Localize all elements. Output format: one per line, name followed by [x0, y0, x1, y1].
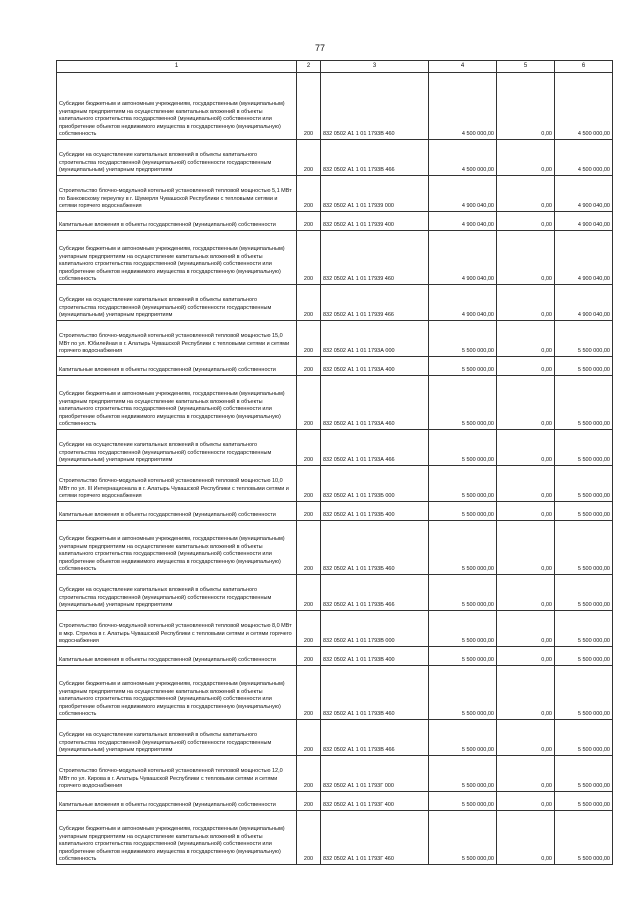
- code-200: 200: [297, 466, 321, 502]
- table-row: [57, 811, 613, 865]
- amount-change: 0,00: [497, 611, 555, 647]
- item-description: Строительство блочно-модульной котельной установленной тепловой мощностью 12,0 МВт по ул. Кирова в г. Алатырь Чувашской Республики с тепловыми сетями и сетями горячего водоснабжения: [57, 756, 297, 792]
- column-header: 5: [497, 61, 555, 73]
- code-200: 200: [297, 231, 321, 285]
- amount-approved: 4 900 040,00: [429, 285, 497, 321]
- table-row: [57, 647, 613, 666]
- item-description: Строительство блочно-модульной котельной установленной тепловой мощностью 8,0 МВт в мкр. Стрелка в г. Алатырь Чувашской Республики с тепловыми сетями и сетями горячего водоснабжения: [57, 611, 297, 647]
- amount-change: 0,00: [497, 430, 555, 466]
- amount-approved: 5 500 000,00: [429, 611, 497, 647]
- code-200: 200: [297, 73, 321, 140]
- item-description: Субсидии бюджетным и автономным учреждениям, государственным (муниципальным) унитарным предприятиям на осуществление капитальных вложений в объекты капитального строительства государственной (муниципальной) собственности или приобретение объектов недвижимого имущества в государственную (муниципальную) собственность: [57, 231, 297, 285]
- amount-change: 0,00: [497, 466, 555, 502]
- item-description: Капитальные вложения в объекты государственной (муниципальной) собственности: [57, 647, 297, 666]
- budget-classification-code: 832 0502 А1 1 01 17939 000: [321, 176, 429, 212]
- code-200: 200: [297, 521, 321, 575]
- code-200: 200: [297, 140, 321, 176]
- item-description: Субсидии на осуществление капитальных вложений в объекты капитального строительства государственной (муниципальной) собственности государственным (муниципальным) унитарным предприятиям: [57, 430, 297, 466]
- amount-total: 5 500 000,00: [555, 430, 613, 466]
- amount-approved: 5 500 000,00: [429, 720, 497, 756]
- amount-total: 5 500 000,00: [555, 792, 613, 811]
- amount-approved: 5 500 000,00: [429, 756, 497, 792]
- amount-total: 4 900 040,00: [555, 176, 613, 212]
- item-description: Капитальные вложения в объекты государственной (муниципальной) собственности: [57, 212, 297, 231]
- table-row: [57, 666, 613, 720]
- item-description: Субсидии бюджетным и автономным учреждениям, государственным (муниципальным) унитарным предприятиям на осуществление капитальных вложений в объекты капитального строительства государственной (муниципальной) собственности или приобретение объектов недвижимого имущества в государственную (муниципальную) собственность: [57, 73, 297, 140]
- column-header: 2: [297, 61, 321, 73]
- code-200: 200: [297, 176, 321, 212]
- amount-change: 0,00: [497, 321, 555, 357]
- amount-change: 0,00: [497, 231, 555, 285]
- code-200: 200: [297, 720, 321, 756]
- code-200: 200: [297, 666, 321, 720]
- amount-change: 0,00: [497, 647, 555, 666]
- item-description: Капитальные вложения в объекты государственной (муниципальной) собственности: [57, 502, 297, 521]
- item-description: Строительство блочно-модульной котельной установленной тепловой мощностью 5,1 МВт по Банковскому переулку в г. Шумерля Чувашской Республики с тепловыми сетями и сетями горячего водоснабжения: [57, 176, 297, 212]
- code-200: 200: [297, 575, 321, 611]
- amount-approved: 5 500 000,00: [429, 430, 497, 466]
- amount-approved: 4 500 000,00: [429, 140, 497, 176]
- item-description: Субсидии бюджетным и автономным учреждениям, государственным (муниципальным) унитарным предприятиям на осуществление капитальных вложений в объекты капитального строительства государственной (муниципальной) собственности или приобретение объектов недвижимого имущества в государственную (муниципальную) собственность: [57, 521, 297, 575]
- amount-total: 4 900 040,00: [555, 285, 613, 321]
- amount-total: 5 500 000,00: [555, 321, 613, 357]
- amount-approved: 5 500 000,00: [429, 792, 497, 811]
- amount-change: 0,00: [497, 73, 555, 140]
- amount-total: 5 500 000,00: [555, 811, 613, 865]
- table-row: [57, 73, 613, 140]
- item-description: Строительство блочно-модульной котельной установленной тепловой мощностью 15,0 МВт по ул. Юбилейная в г. Алатырь Чувашской Республики с тепловыми сетями и сетями горячего водоснабжения: [57, 321, 297, 357]
- amount-change: 0,00: [497, 502, 555, 521]
- amount-total: 5 500 000,00: [555, 466, 613, 502]
- amount-total: 5 500 000,00: [555, 357, 613, 376]
- amount-approved: 5 500 000,00: [429, 521, 497, 575]
- item-description: Субсидии на осуществление капитальных вложений в объекты капитального строительства государственной (муниципальной) собственности государственным (муниципальным) унитарным предприятиям: [57, 575, 297, 611]
- amount-change: 0,00: [497, 720, 555, 756]
- table-row: [57, 521, 613, 575]
- item-description: Субсидии на осуществление капитальных вложений в объекты капитального строительства государственной (муниципальной) собственности государственным (муниципальным) унитарным предприятиям: [57, 720, 297, 756]
- column-header: 4: [429, 61, 497, 73]
- budget-classification-code: 832 0502 А1 1 01 1793Б 000: [321, 466, 429, 502]
- amount-approved: 4 900 040,00: [429, 231, 497, 285]
- budget-classification-code: 832 0502 А1 1 01 17939 466: [321, 285, 429, 321]
- table-row: [57, 611, 613, 647]
- table-row: [57, 231, 613, 285]
- budget-classification-code: 832 0502 А1 1 01 1793А 466: [321, 430, 429, 466]
- table-row: [57, 357, 613, 376]
- item-description: Субсидии бюджетным и автономным учреждениям, государственным (муниципальным) унитарным предприятиям на осуществление капитальных вложений в объекты капитального строительства государственной (муниципальной) собственности или приобретение объектов недвижимого имущества в государственную (муниципальную) собственность: [57, 811, 297, 865]
- amount-change: 0,00: [497, 521, 555, 575]
- amount-total: 5 500 000,00: [555, 502, 613, 521]
- column-header: 6: [555, 61, 613, 73]
- amount-change: 0,00: [497, 176, 555, 212]
- table-row: [57, 321, 613, 357]
- amount-total: 4 900 040,00: [555, 212, 613, 231]
- code-200: 200: [297, 430, 321, 466]
- item-description: Субсидии бюджетным и автономным учреждениям, государственным (муниципальным) унитарным предприятиям на осуществление капитальных вложений в объекты капитального строительства государственной (муниципальной) собственности или приобретение объектов недвижимого имущества в государственную (муниципальную) собственность: [57, 666, 297, 720]
- code-200: 200: [297, 792, 321, 811]
- amount-change: 0,00: [497, 792, 555, 811]
- item-description: Капитальные вложения в объекты государственной (муниципальной) собственности: [57, 792, 297, 811]
- amount-change: 0,00: [497, 376, 555, 430]
- amount-total: 4 500 000,00: [555, 140, 613, 176]
- amount-total: 5 500 000,00: [555, 666, 613, 720]
- amount-total: 5 500 000,00: [555, 521, 613, 575]
- table-row: [57, 430, 613, 466]
- amount-approved: 4 900 040,00: [429, 212, 497, 231]
- amount-change: 0,00: [497, 811, 555, 865]
- table-row: [57, 502, 613, 521]
- column-header: 1: [57, 61, 297, 73]
- budget-classification-code: 832 0502 А1 1 01 1793Б 400: [321, 502, 429, 521]
- budget-classification-code: 832 0502 А1 1 01 1793В 000: [321, 611, 429, 647]
- amount-approved: 5 500 000,00: [429, 321, 497, 357]
- amount-approved: 5 500 000,00: [429, 376, 497, 430]
- budget-classification-code: 832 0502 А1 1 01 1793В 460: [321, 73, 429, 140]
- table-row: [57, 466, 613, 502]
- table-row: [57, 212, 613, 231]
- amount-approved: 5 500 000,00: [429, 466, 497, 502]
- budget-classification-code: 832 0502 А1 1 01 17939 460: [321, 231, 429, 285]
- code-200: 200: [297, 756, 321, 792]
- budget-classification-code: 832 0502 А1 1 01 1793В 400: [321, 647, 429, 666]
- code-200: 200: [297, 212, 321, 231]
- code-200: 200: [297, 285, 321, 321]
- amount-total: 4 500 000,00: [555, 73, 613, 140]
- amount-approved: 4 900 040,00: [429, 176, 497, 212]
- budget-classification-code: 832 0502 А1 1 01 1793Г 400: [321, 792, 429, 811]
- budget-classification-code: 832 0502 А1 1 01 1793А 400: [321, 357, 429, 376]
- code-200: 200: [297, 611, 321, 647]
- table-row: [57, 176, 613, 212]
- amount-change: 0,00: [497, 756, 555, 792]
- item-description: Строительство блочно-модульной котельной установленной тепловой мощностью 10,0 МВт по ул. III Интернационала в г. Алатырь Чувашской Республики с тепловыми сетями и сетями горячего водоснабжения: [57, 466, 297, 502]
- column-header: 3: [321, 61, 429, 73]
- amount-change: 0,00: [497, 212, 555, 231]
- table-row: [57, 756, 613, 792]
- amount-approved: 5 500 000,00: [429, 647, 497, 666]
- item-description: Субсидии на осуществление капитальных вложений в объекты капитального строительства государственной (муниципальной) собственности государственным (муниципальным) унитарным предприятиям: [57, 140, 297, 176]
- amount-change: 0,00: [497, 285, 555, 321]
- amount-approved: 4 500 000,00: [429, 73, 497, 140]
- budget-classification-code: 832 0502 А1 1 01 17939 400: [321, 212, 429, 231]
- budget-classification-code: 832 0502 А1 1 01 1793Б 466: [321, 575, 429, 611]
- table-row: [57, 720, 613, 756]
- code-200: 200: [297, 647, 321, 666]
- code-200: 200: [297, 502, 321, 521]
- budget-classification-code: 832 0502 А1 1 01 1793Г 000: [321, 756, 429, 792]
- amount-approved: 5 500 000,00: [429, 666, 497, 720]
- budget-classification-code: 832 0502 А1 1 01 1793В 466: [321, 140, 429, 176]
- item-description: Субсидии на осуществление капитальных вложений в объекты капитального строительства государственной (муниципальной) собственности государственным (муниципальным) унитарным предприятиям: [57, 285, 297, 321]
- amount-total: 5 500 000,00: [555, 647, 613, 666]
- table-row: [57, 140, 613, 176]
- amount-total: 4 900 040,00: [555, 231, 613, 285]
- budget-classification-code: 832 0502 А1 1 01 1793Б 460: [321, 521, 429, 575]
- amount-approved: 5 500 000,00: [429, 811, 497, 865]
- item-description: Субсидии бюджетным и автономным учреждениям, государственным (муниципальным) унитарным предприятиям на осуществление капитальных вложений в объекты капитального строительства государственной (муниципальной) собственности или приобретение объектов недвижимого имущества в государственную (муниципальную) собственность: [57, 376, 297, 430]
- amount-approved: 5 500 000,00: [429, 575, 497, 611]
- item-description: Капитальные вложения в объекты государственной (муниципальной) собственности: [57, 357, 297, 376]
- table-body: [57, 73, 613, 865]
- code-200: 200: [297, 321, 321, 357]
- budget-classification-code: 832 0502 А1 1 01 1793Г 460: [321, 811, 429, 865]
- amount-total: 5 500 000,00: [555, 720, 613, 756]
- budget-table: [56, 60, 613, 865]
- code-200: 200: [297, 811, 321, 865]
- budget-classification-code: 832 0502 А1 1 01 1793А 000: [321, 321, 429, 357]
- code-200: 200: [297, 357, 321, 376]
- table-header-row: [57, 61, 613, 73]
- budget-classification-code: 832 0502 А1 1 01 1793В 460: [321, 666, 429, 720]
- table-row: [57, 575, 613, 611]
- amount-approved: 5 500 000,00: [429, 502, 497, 521]
- amount-total: 5 500 000,00: [555, 376, 613, 430]
- table-row: [57, 376, 613, 430]
- table-row: [57, 792, 613, 811]
- amount-total: 5 500 000,00: [555, 575, 613, 611]
- amount-change: 0,00: [497, 666, 555, 720]
- amount-change: 0,00: [497, 140, 555, 176]
- code-200: 200: [297, 376, 321, 430]
- amount-approved: 5 500 000,00: [429, 357, 497, 376]
- table-row: [57, 285, 613, 321]
- amount-change: 0,00: [497, 357, 555, 376]
- amount-total: 5 500 000,00: [555, 611, 613, 647]
- budget-classification-code: 832 0502 А1 1 01 1793В 466: [321, 720, 429, 756]
- amount-total: 5 500 000,00: [555, 756, 613, 792]
- page-number: 77: [314, 43, 325, 53]
- amount-change: 0,00: [497, 575, 555, 611]
- budget-classification-code: 832 0502 А1 1 01 1793А 460: [321, 376, 429, 430]
